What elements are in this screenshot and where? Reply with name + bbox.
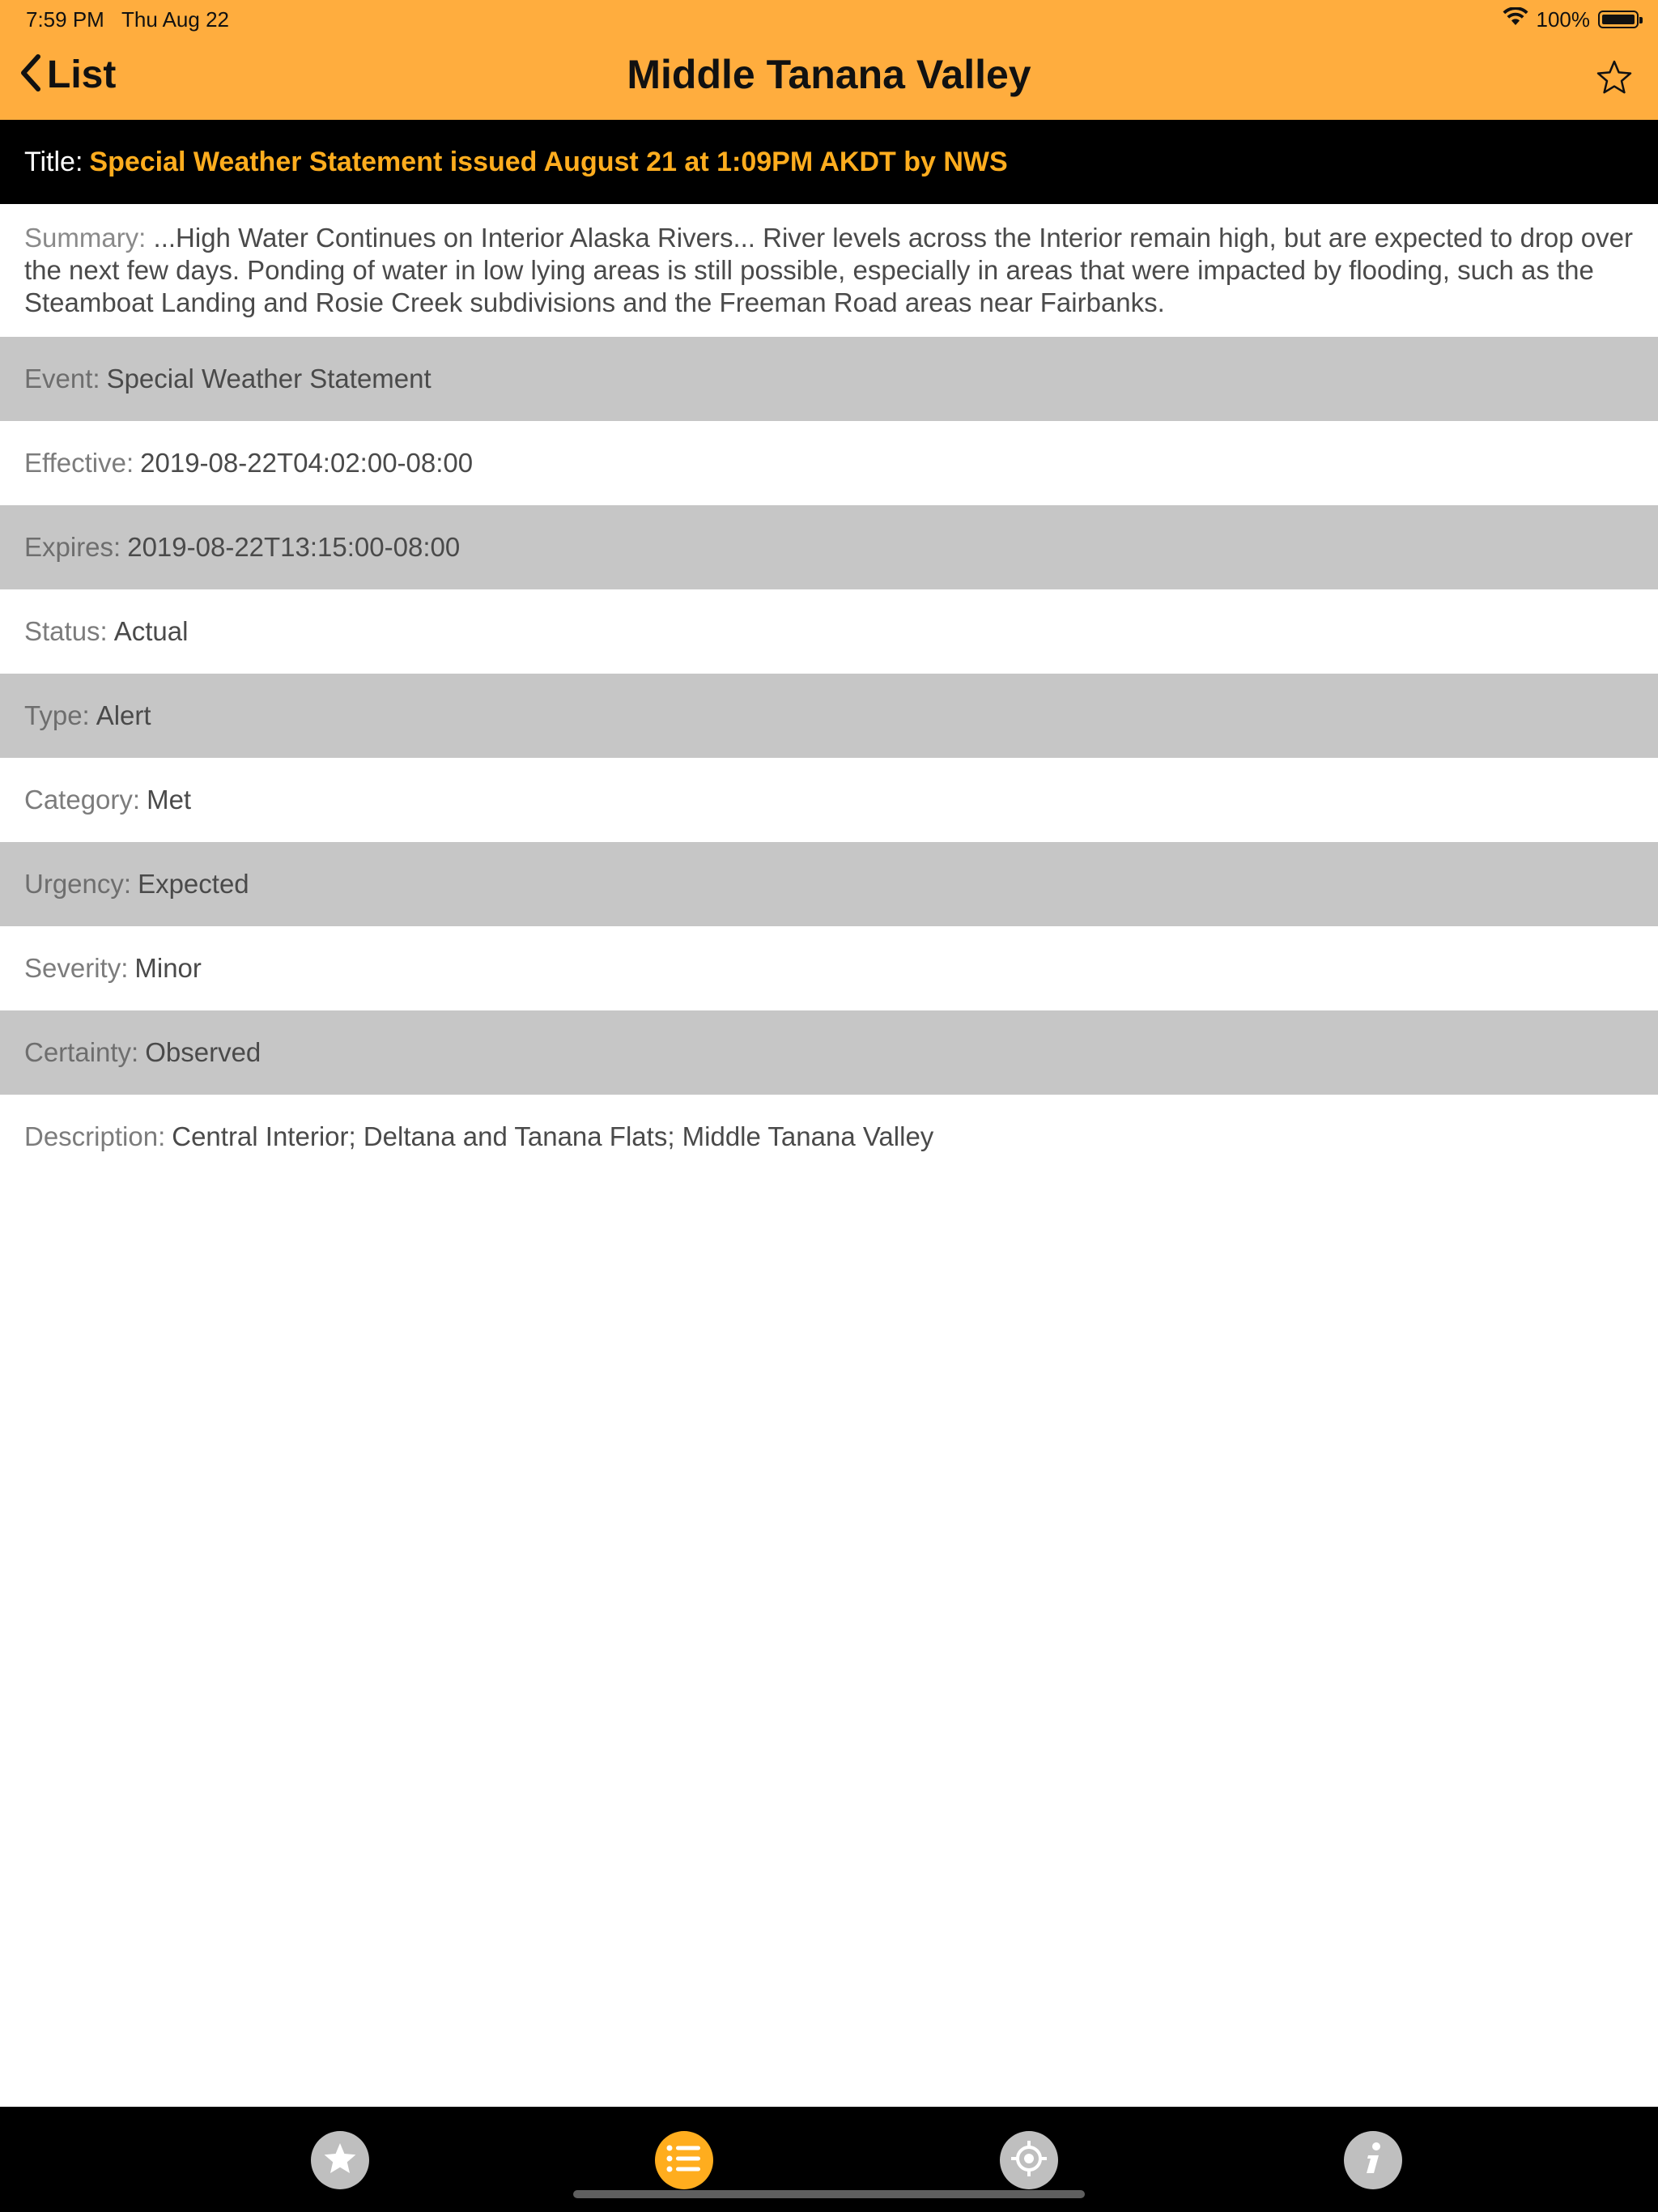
field-value: Observed	[145, 1037, 261, 1067]
field-row-certainty	[0, 1010, 1658, 1095]
tab-location[interactable]	[1000, 2131, 1058, 2189]
field-row-status	[0, 589, 1658, 674]
field-row-urgency	[0, 842, 1658, 926]
field-value: 2019-08-22T13:15:00-08:00	[127, 532, 461, 562]
status-date: Thu Aug 22	[121, 7, 229, 32]
field-label: Description:	[24, 1121, 166, 1151]
field-value: 2019-08-22T04:02:00-08:00	[140, 448, 474, 478]
alert-title-bar	[0, 120, 1658, 204]
field-row-event	[0, 337, 1658, 421]
field-value: Special Weather Statement	[106, 364, 432, 393]
field-row-severity	[0, 926, 1658, 1010]
info-icon	[1357, 2139, 1389, 2182]
field-label: Type:	[24, 700, 90, 730]
field-label: Status:	[24, 616, 108, 646]
field-label: Event:	[24, 364, 100, 393]
field-label: Severity:	[24, 953, 129, 983]
field-row-effective	[0, 421, 1658, 505]
title-label: Title:	[24, 146, 83, 177]
list-icon	[665, 2142, 703, 2179]
status-indicators	[1503, 6, 1639, 32]
summary-text: ...High Water Continues on Interior Alaska Rivers... River levels across the Interior remain high, but are expected to drop over the next few days. Ponding of water in low lying areas is still possible, especially in areas that were impacted by flooding, such as the Steamboat Landing and Rosie Creek subdivisions and the Freeman Road areas near Fairbanks.	[24, 223, 1633, 317]
field-value: Actual	[113, 616, 189, 646]
field-value: Central Interior; Deltana and Tanana Flats; Middle Tanana Valley	[172, 1121, 934, 1151]
star-icon	[321, 2139, 359, 2182]
tab-list[interactable]	[655, 2131, 713, 2189]
location-target-icon	[1009, 2138, 1049, 2183]
field-value: Met	[147, 785, 192, 815]
alert-summary	[0, 204, 1658, 337]
back-label: List	[47, 53, 117, 96]
field-label: Certainty:	[24, 1037, 139, 1067]
field-label: Expires:	[24, 532, 121, 562]
status-time: 7:59 PM	[26, 7, 104, 32]
summary-label: Summary:	[24, 223, 147, 253]
navigation-bar	[0, 0, 1658, 120]
field-row-type	[0, 674, 1658, 758]
star-outline-icon	[1595, 87, 1634, 100]
field-row-category	[0, 758, 1658, 842]
battery-percent: 100%	[1536, 6, 1590, 32]
field-row-expires	[0, 505, 1658, 589]
page-title: Middle Tanana Valley	[627, 52, 1031, 97]
tab-bar	[0, 2107, 1658, 2212]
wifi-icon	[1503, 7, 1528, 32]
favorite-button[interactable]	[1595, 58, 1634, 97]
field-label: Category:	[24, 785, 141, 815]
field-label: Urgency:	[24, 869, 132, 899]
tab-info[interactable]	[1344, 2131, 1402, 2189]
field-value: Alert	[96, 700, 151, 730]
field-value: Minor	[134, 953, 202, 983]
field-row-description	[0, 1095, 1658, 1179]
battery-icon	[1598, 11, 1639, 28]
tab-favorites[interactable]	[311, 2131, 369, 2189]
field-label: Effective:	[24, 448, 134, 478]
field-value: Expected	[138, 869, 249, 899]
alert-title: Special Weather Statement issued August 21 at 1:09PM AKDT by NWS	[89, 146, 1008, 177]
home-indicator	[573, 2190, 1085, 2198]
